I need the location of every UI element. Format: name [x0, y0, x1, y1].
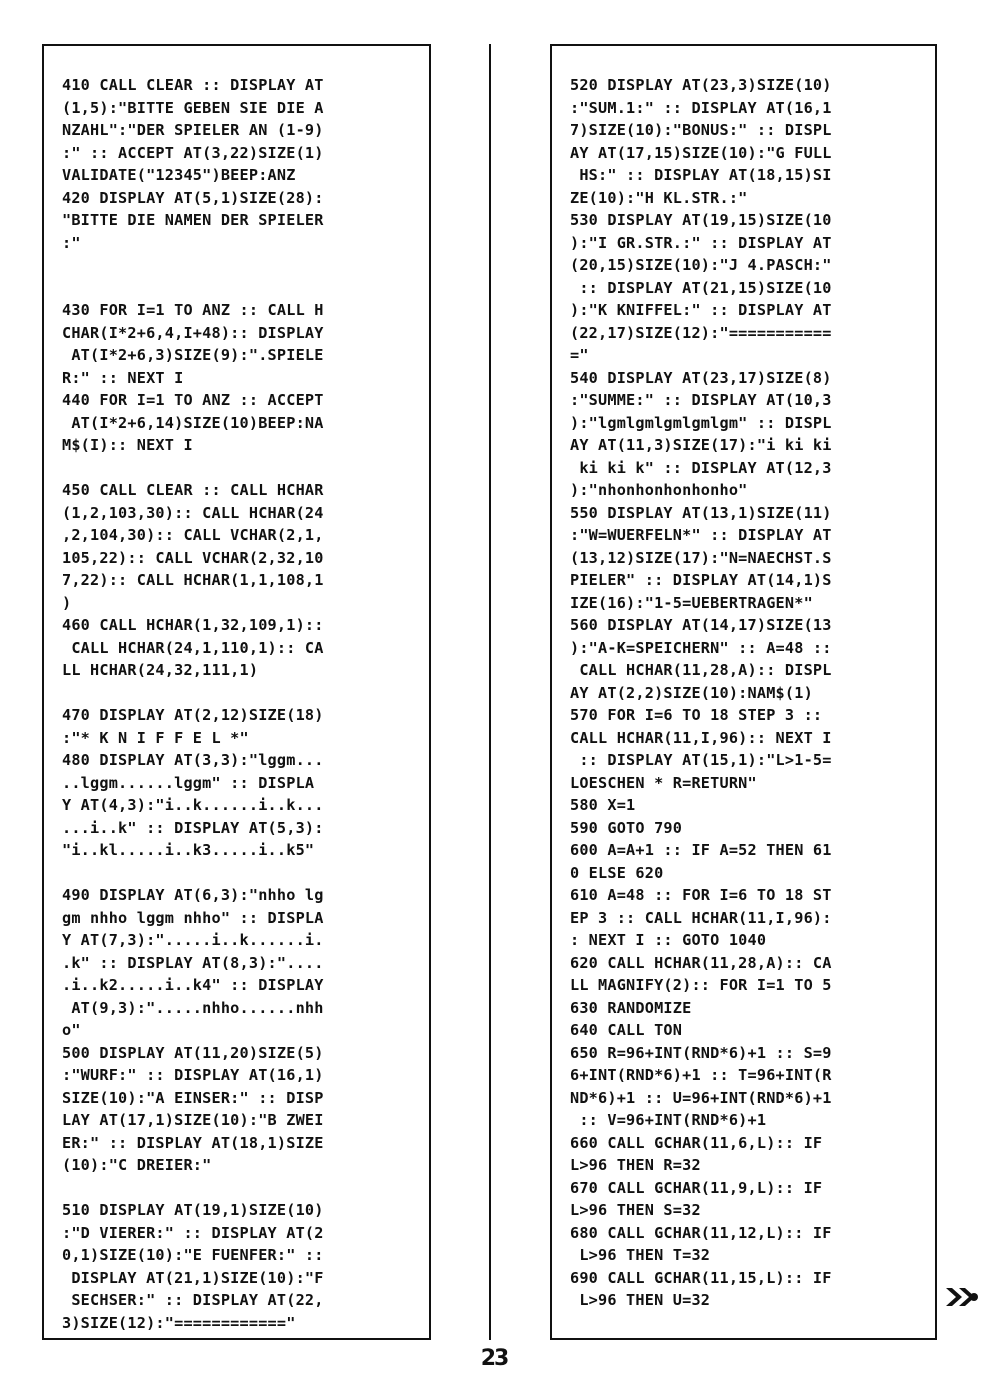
code-line: 500 DISPLAY AT(11,20)SIZE(5) [62, 1043, 324, 1062]
code-line: Y AT(4,3):"i..k......i..k... [62, 796, 324, 814]
code-line: :" [62, 233, 81, 252]
code-line: o" [62, 1021, 81, 1039]
code-line: :"D VIERER:" :: DISPLAY AT(2 [62, 1223, 324, 1242]
code-line: :"SUM.1:" :: DISPLAY AT(16,1 [570, 98, 832, 117]
code-line: :"SUMME:" :: DISPLAY AT(10,3 [570, 391, 832, 409]
code-line: ..lggm......lggm" :: DISPLA [62, 773, 315, 792]
code-line: 480 DISPLAY AT(3,3):"lggm... [62, 751, 324, 769]
code-line: R:" :: NEXT I [62, 368, 184, 387]
code-line: gm nhho lggm nhho" :: DISPLA [62, 908, 324, 927]
double-chevron-right-icon [944, 1286, 980, 1308]
code-listing-right [570, 74, 929, 1312]
code-line: PIELER" :: DISPLAY AT(14,1)S [570, 571, 832, 589]
code-listing-left [62, 74, 423, 1334]
code-line: VALIDATE("12345")BEEP:ANZ [62, 166, 296, 184]
code-line: ND*6)+1 :: U=96+INT(RND*6)+1 [570, 1088, 832, 1107]
code-line: ER:" :: DISPLAY AT(18,1)SIZE [62, 1133, 324, 1152]
code-line: (22,17)SIZE(12):"=========== [570, 323, 832, 342]
code-line: 6+INT(RND*6)+1 :: T=96+INT(R [570, 1066, 832, 1084]
page-number: 23 [480, 1346, 508, 1371]
code-line: ):"lgmlgmlgmlgmlgm" :: DISPL [570, 413, 832, 432]
code-line: 660 CALL GCHAR(11,6,L):: IF [570, 1133, 823, 1152]
code-line: L>96 THEN S=32 [570, 1201, 701, 1219]
code-line: AT(9,3):".....nhho......nhh [62, 998, 324, 1017]
code-line: .i..k2.....i..k4" :: DISPLAY [62, 976, 324, 994]
code-line: CALL HCHAR(11,28,A):: DISPL [570, 661, 832, 679]
code-line: =" [570, 346, 589, 364]
code-line: LL HCHAR(24,32,111,1) [62, 661, 259, 679]
code-line: SECHSER:" :: DISPLAY AT(22, [62, 1291, 324, 1309]
code-line: AY AT(11,3)SIZE(17):"i ki ki [570, 436, 832, 454]
code-line: 630 RANDOMIZE [570, 998, 692, 1017]
code-line: LL MAGNIFY(2):: FOR I=1 TO 5 [570, 976, 832, 994]
code-line: 650 R=96+INT(RND*6)+1 :: S=9 [570, 1043, 832, 1062]
code-line: :"W=WUERFELN*" :: DISPLAY AT [570, 526, 832, 544]
code-line: "BITTE DIE NAMEN DER SPIELER [62, 211, 324, 229]
code-line: 560 DISPLAY AT(14,17)SIZE(13 [570, 616, 832, 634]
code-line: 0 ELSE 620 [570, 863, 664, 882]
code-line: 490 DISPLAY AT(6,3):"nhho lg [62, 886, 324, 904]
code-line: (1,5):"BITTE GEBEN SIE DIE A [62, 98, 324, 117]
code-line: 470 DISPLAY AT(2,12)SIZE(18) [62, 706, 324, 724]
code-line: 620 CALL HCHAR(11,28,A):: CA [570, 953, 832, 972]
code-line: 520 DISPLAY AT(23,3)SIZE(10) [570, 76, 832, 94]
code-line: 670 CALL GCHAR(11,9,L):: IF [570, 1178, 823, 1197]
code-line: ):"nhonhonhonhonho" [570, 481, 748, 499]
code-line: ...i..k" :: DISPLAY AT(5,3): [62, 818, 324, 837]
code-line: :: DISPLAY AT(15,1):"L>1-5= [570, 751, 832, 769]
code-line: LAY AT(17,1)SIZE(10):"B ZWEI [62, 1111, 324, 1129]
code-line: 550 DISPLAY AT(13,1)SIZE(11) [570, 503, 832, 522]
code-line: : NEXT I :: GOTO 1040 [570, 931, 767, 949]
code-line [62, 862, 423, 885]
code-line: HS:" :: DISPLAY AT(18,15)SI [570, 166, 832, 184]
code-line: DISPLAY AT(21,1)SIZE(10):"F [62, 1268, 324, 1287]
code-line: :: DISPLAY AT(21,15)SIZE(10 [570, 278, 832, 297]
code-line: IZE(16):"1-5=UEBERTRAGEN*" [570, 593, 813, 612]
code-line: 450 CALL CLEAR :: CALL HCHAR [62, 481, 324, 499]
code-line: CHAR(I*2+6,4,I+48):: DISPLAY [62, 323, 324, 342]
code-line [62, 254, 423, 277]
code-line: M$(I):: NEXT I [62, 436, 193, 454]
code-line: :: V=96+INT(RND*6)+1 [570, 1111, 767, 1129]
code-line: AY AT(17,15)SIZE(10):"G FULL [570, 143, 832, 162]
code-line: 440 FOR I=1 TO ANZ :: ACCEPT [62, 391, 324, 409]
code-line: SIZE(10):"A EINSER:" :: DISP [62, 1088, 324, 1107]
code-line: 7)SIZE(10):"BONUS:" :: DISPL [570, 121, 832, 139]
code-line: 420 DISPLAY AT(5,1)SIZE(28): [62, 188, 324, 207]
code-line [62, 1177, 423, 1200]
code-line: 105,22):: CALL VCHAR(2,32,10 [62, 548, 324, 567]
code-line: 590 GOTO 790 [570, 818, 683, 837]
code-line: 0,1)SIZE(10):"E FUENFER:" :: [62, 1246, 324, 1264]
code-line: 690 CALL GCHAR(11,15,L):: IF [570, 1268, 832, 1287]
code-line: 570 FOR I=6 TO 18 STEP 3 :: [570, 706, 823, 724]
code-line: ):"A-K=SPEICHERN" :: A=48 :: [570, 638, 832, 657]
code-line [62, 277, 423, 300]
code-line: 680 CALL GCHAR(11,12,L):: IF [570, 1223, 832, 1242]
code-line: L>96 THEN T=32 [570, 1246, 711, 1264]
listing-panel-right [550, 44, 937, 1340]
code-line: 3)SIZE(12):"============" [62, 1313, 296, 1332]
code-line: CALL HCHAR(11,I,96):: NEXT I [570, 728, 832, 747]
code-line: NZAHL":"DER SPIELER AN (1-9) [62, 121, 324, 139]
column-divider [489, 44, 491, 1340]
code-line: 7,22):: CALL HCHAR(1,1,108,1 [62, 571, 324, 589]
code-line: (1,2,103,30):: CALL HCHAR(24 [62, 503, 324, 522]
code-line: 460 CALL HCHAR(1,32,109,1):: [62, 616, 324, 634]
code-line: ZE(10):"H KL.STR.:" [570, 188, 748, 207]
code-line: .k" :: DISPLAY AT(8,3):".... [62, 953, 324, 972]
code-line: 530 DISPLAY AT(19,15)SIZE(10 [570, 211, 832, 229]
code-line [62, 682, 423, 705]
code-line: 540 DISPLAY AT(23,17)SIZE(8) [570, 368, 832, 387]
code-line: 580 X=1 [570, 796, 636, 814]
code-line: L>96 THEN R=32 [570, 1156, 701, 1174]
code-line: EP 3 :: CALL HCHAR(11,I,96): [570, 908, 832, 927]
code-line: LOESCHEN * R=RETURN" [570, 773, 757, 792]
code-line: 640 CALL TON [570, 1021, 683, 1039]
code-line: ki ki k" :: DISPLAY AT(12,3 [570, 458, 832, 477]
code-line: AT(I*2+6,14)SIZE(10)BEEP:NA [62, 413, 324, 432]
code-line: ,2,104,30):: CALL VCHAR(2,1, [62, 526, 324, 544]
code-line: 600 A=A+1 :: IF A=52 THEN 61 [570, 841, 832, 859]
code-line: 510 DISPLAY AT(19,1)SIZE(10) [62, 1201, 324, 1219]
code-line: Y AT(7,3):".....i..k......i. [62, 931, 324, 949]
code-line: AY AT(2,2)SIZE(10):NAM$(1) [570, 683, 813, 702]
code-line: L>96 THEN U=32 [570, 1291, 711, 1309]
code-line: :"* K N I F F E L *" [62, 728, 249, 747]
listing-panel-left [42, 44, 431, 1340]
code-line: 410 CALL CLEAR :: DISPLAY AT [62, 76, 324, 94]
code-line: 610 A=48 :: FOR I=6 TO 18 ST [570, 886, 832, 904]
code-line: AT(I*2+6,3)SIZE(9):".SPIELE [62, 346, 324, 364]
code-line: 430 FOR I=1 TO ANZ :: CALL H [62, 301, 324, 319]
code-line: "i..kl.....i..k3.....i..k5" [62, 841, 315, 859]
code-line: (20,15)SIZE(10):"J 4.PASCH:" [570, 256, 832, 274]
code-line: (10):"C DREIER:" [62, 1156, 212, 1174]
code-line: (13,12)SIZE(17):"N=NAECHST.S [570, 548, 832, 567]
code-line: :" :: ACCEPT AT(3,22)SIZE(1) [62, 143, 324, 162]
code-line: ):"I GR.STR.:" :: DISPLAY AT [570, 233, 832, 252]
code-line: :"WURF:" :: DISPLAY AT(16,1) [62, 1066, 324, 1084]
code-line: ):"K KNIFFEL:" :: DISPLAY AT [570, 301, 832, 319]
code-line [62, 457, 423, 480]
code-line: ) [62, 593, 72, 612]
code-line: CALL HCHAR(24,1,110,1):: CA [62, 638, 324, 657]
